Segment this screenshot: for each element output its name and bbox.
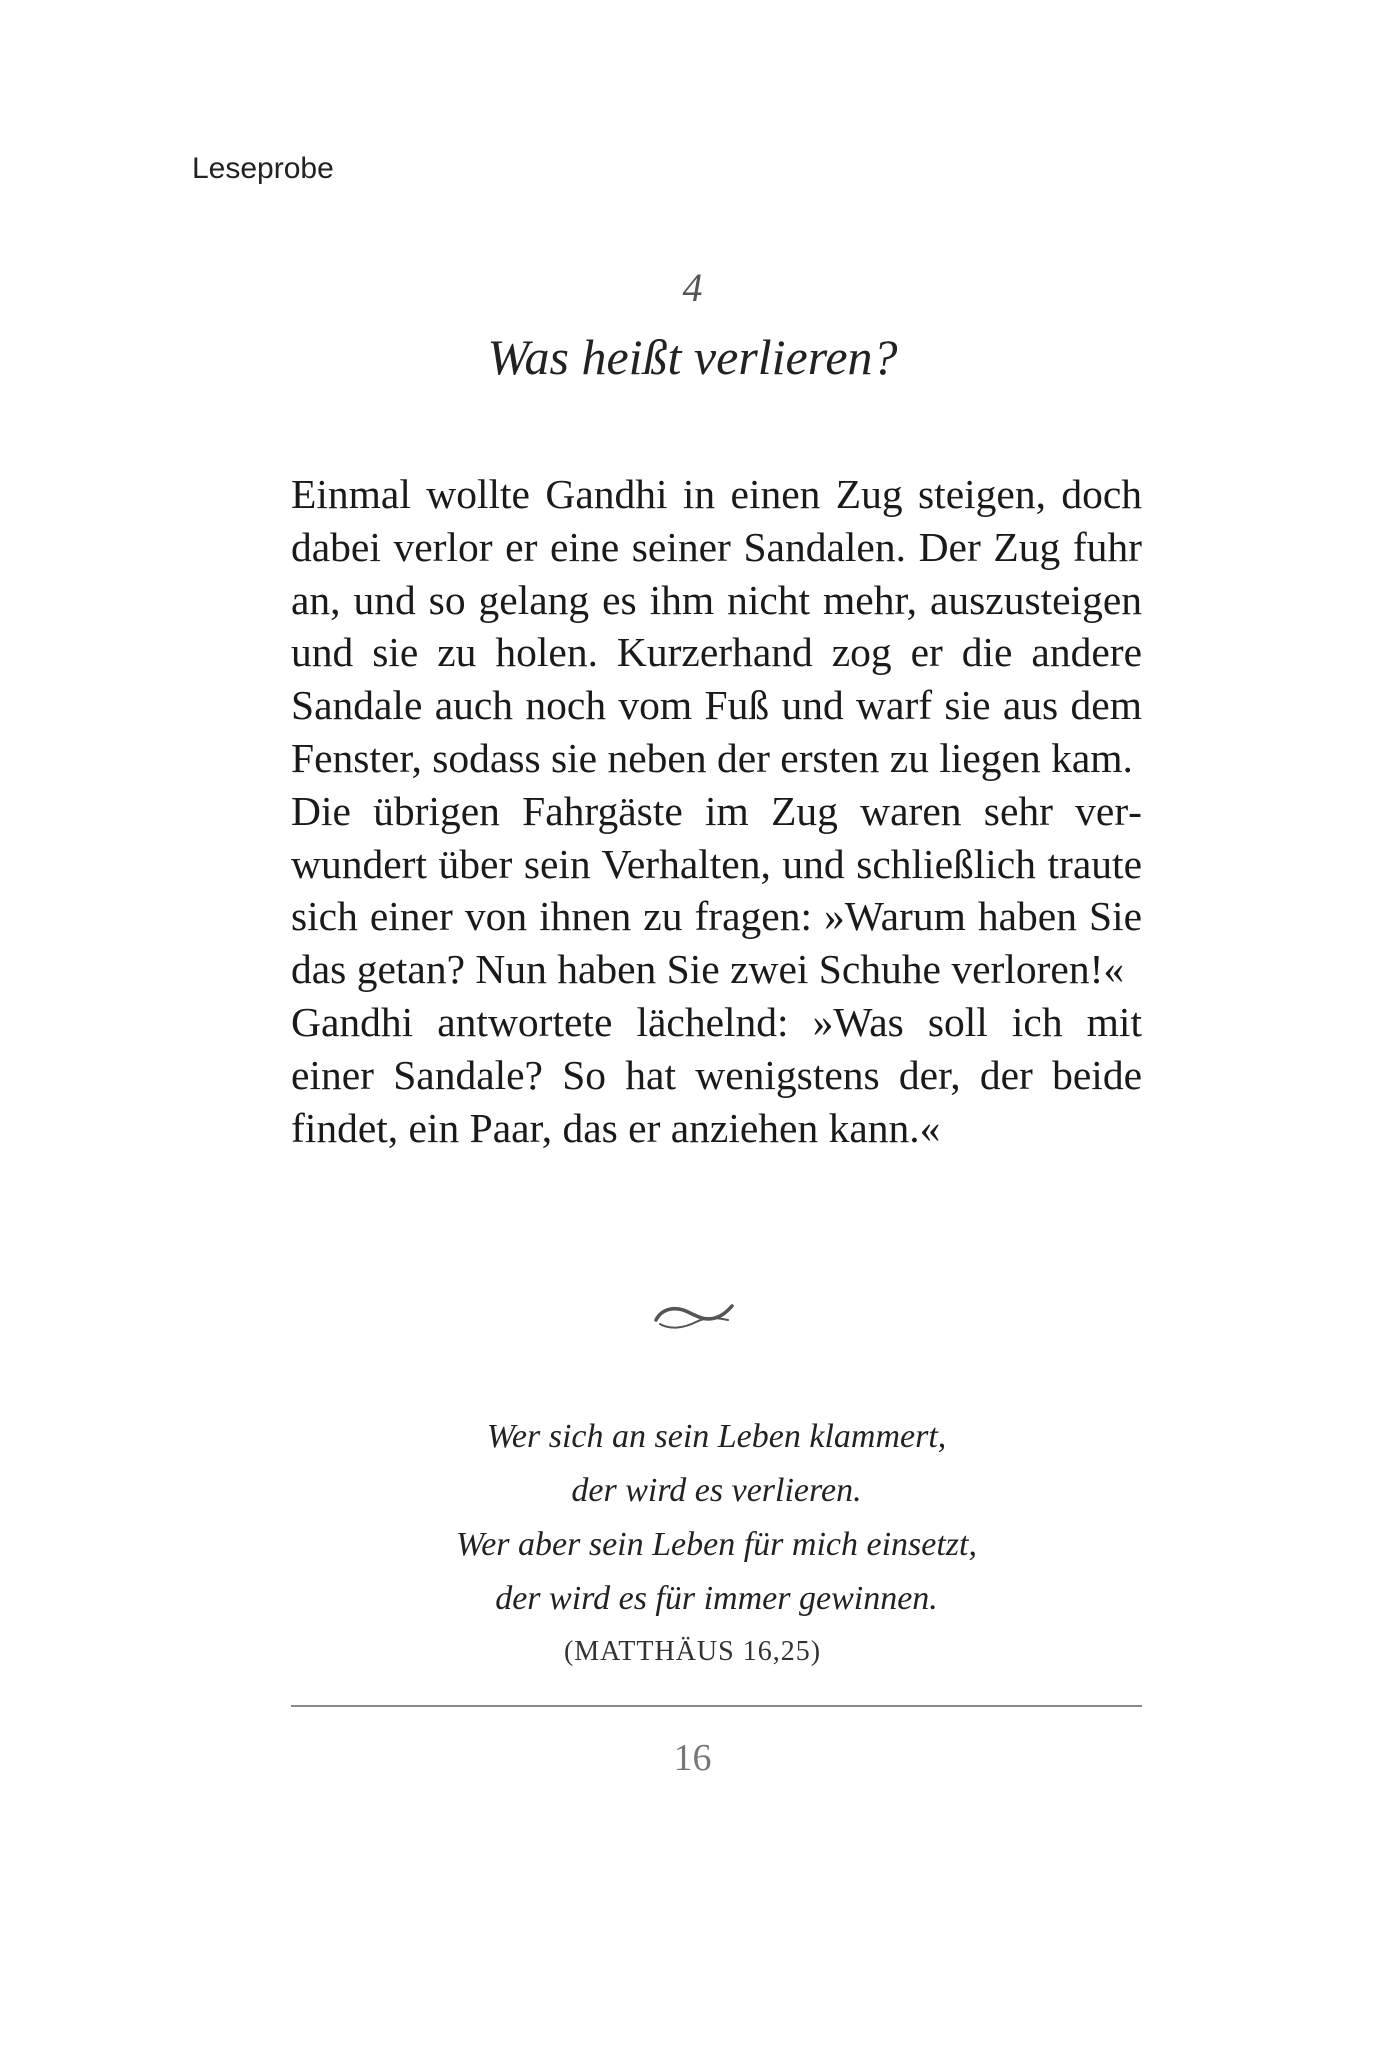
- quote-source: (MATTHÄUS 16,25): [563, 1636, 822, 1667]
- bible-quote: [291, 1410, 1142, 1626]
- quote-line: der wird es für immer gewinnen.: [495, 1580, 938, 1617]
- page-number: 16: [673, 1737, 712, 1779]
- quote-line: der wird es verlieren.: [571, 1472, 862, 1509]
- sample-label: Leseprobe: [192, 152, 334, 185]
- chapter-number: 4: [682, 265, 703, 310]
- paragraph: Einmal wollte Gandhi in einen Zug steigen, doch dabei verlor er eine seiner Sandalen. Der Zug fuhr an, und so gelang es ihm nicht mehr, auszusteigen und sie zu holen. Kurzerhand zog er die andere Sandale auch noch vom Fuß und warf sie aus dem Fenster, sodass sie neben der ersten zu liegen kam.: [291, 471, 1142, 781]
- paragraph: Gandhi antwortete lächelnd: »Was soll ich mit einer Sandale? So hat wenigstens der, der beide findet, ein Paar, das er anziehen kann.«: [291, 998, 1142, 1151]
- swirl-ornament-icon: [0, 1290, 1385, 1340]
- quote-line: Wer aber sein Leben für mich einsetzt,: [456, 1526, 977, 1563]
- body-text: [291, 468, 1142, 1154]
- paragraph: Die übrigen Fahrgäste im Zug waren sehr verwundert über sein Verhalten, und schließlich traute sich einer von ihnen zu fragen: »Warum haben Sie das getan? Nun haben Sie zwei Schuhe verloren!«: [291, 787, 1142, 993]
- footer-divider: [291, 1705, 1142, 1707]
- quote-line: Wer sich an sein Leben klammert,: [486, 1418, 947, 1455]
- chapter-title: Was heißt verlieren?: [487, 329, 898, 385]
